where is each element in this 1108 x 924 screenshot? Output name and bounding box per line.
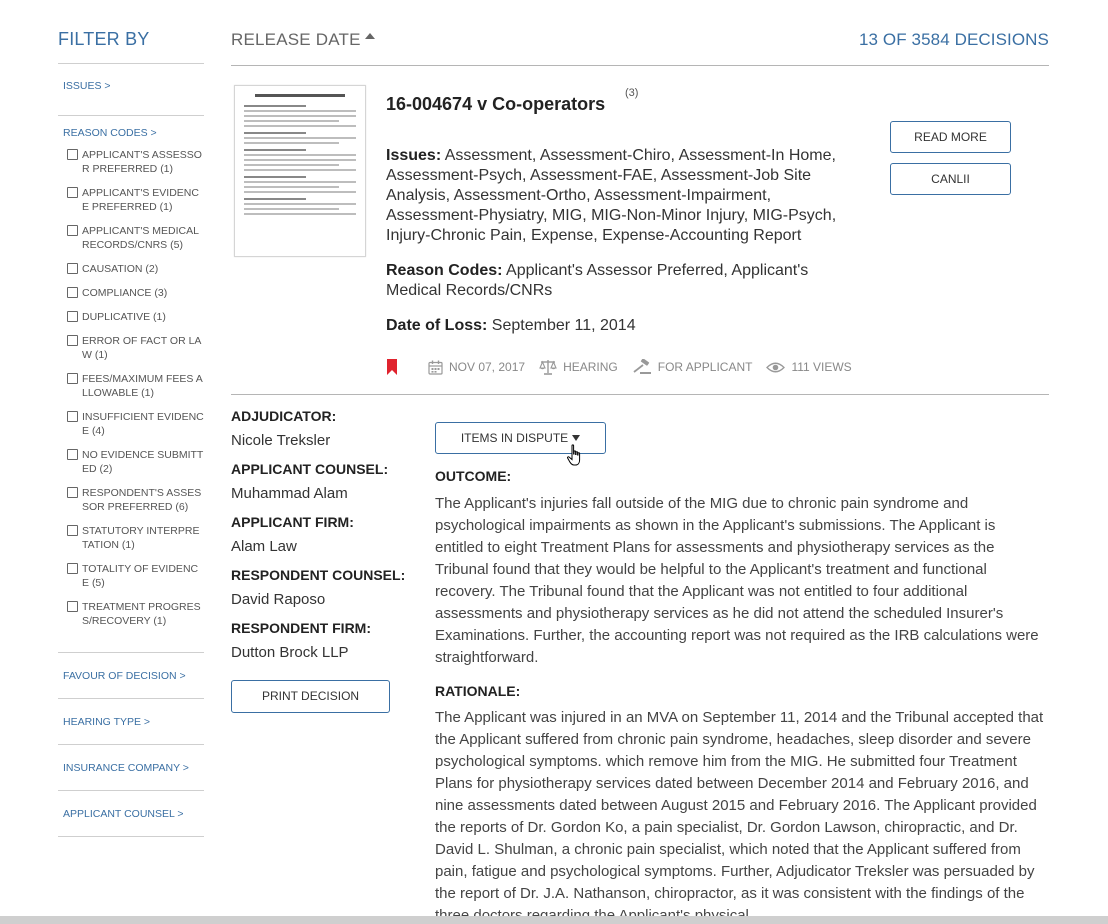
reason-code-text: RESPONDENT'S ASSESSOR PREFERRED <box>82 487 202 513</box>
reason-code-count: (1) <box>141 387 154 399</box>
sort-release-date[interactable] <box>231 30 375 50</box>
reason-code-checkbox[interactable] <box>67 149 78 160</box>
meta-views-text: 111 VIEWS <box>791 360 852 374</box>
issues-value: Assessment, Assessment-Chiro, Assessment-In Home, Assessment-Psych, Assessment-FAE, Assessment-Job Site Analysis, Assessment-Ortho, Assessment-Impairment, Assessment-Physiatry, MIG, MIG-Non-Minor Injury, MIG-Psych, Injury-Chronic Pain, Expense, Expense-Accounting Report <box>386 147 837 244</box>
date-of-loss-label: Date of Loss: <box>386 317 488 334</box>
reason-codes-list <box>58 148 204 628</box>
decision-thumbnail[interactable] <box>234 85 366 257</box>
rationale-heading: RATIONALE: <box>435 683 521 699</box>
reason-code-checkbox[interactable] <box>67 311 78 322</box>
adjudicator-value: Nicole Treksler <box>231 432 331 449</box>
decision-meta <box>386 357 866 377</box>
meta-favour-text: FOR APPLICANT <box>657 360 753 374</box>
issues-label: Issues: <box>386 147 442 164</box>
reason-code-count: (1) <box>153 311 166 323</box>
reason-code-text: APPLICANT'S ASSESSOR PREFERRED <box>82 149 202 175</box>
sort-label: RELEASE DATE <box>231 30 361 49</box>
reason-code-option[interactable] <box>58 448 204 476</box>
meta-favour <box>632 359 753 375</box>
reason-code-label <box>82 334 204 362</box>
outcome-heading: OUTCOME: <box>435 468 512 484</box>
filter-sidebar <box>58 28 204 837</box>
meta-views <box>766 360 851 374</box>
reason-code-count: (6) <box>175 501 189 513</box>
applicant-counsel-section <box>58 791 204 837</box>
reason-code-option[interactable] <box>58 262 204 276</box>
respondent-counsel-label: RESPONDENT COUNSEL: <box>231 567 406 583</box>
date-of-loss-value: September 11, 2014 <box>491 317 636 334</box>
reason-code-text: INSUFFICIENT EVIDENCE <box>82 411 204 437</box>
decision-superscript: (3) <box>625 87 639 99</box>
favour-of-decision-filter-link[interactable]: FAVOUR OF DECISION > <box>63 670 186 682</box>
reason-code-text: TOTALITY OF EVIDENCE <box>82 563 199 589</box>
reason-code-text: APPLICANT'S EVIDENCE PREFERRED <box>82 187 199 213</box>
reason-code-checkbox[interactable] <box>67 411 78 422</box>
decision-reason-codes <box>386 261 856 301</box>
reason-code-option[interactable] <box>58 486 204 514</box>
reason-code-label <box>82 372 204 400</box>
reason-code-count: (3) <box>154 287 168 299</box>
applicant-firm-label: APPLICANT FIRM: <box>231 514 354 530</box>
reason-code-label <box>82 148 204 176</box>
print-decision-button[interactable]: PRINT DECISION <box>231 680 390 713</box>
reason-code-text: NO EVIDENCE SUBMITTED <box>82 449 204 475</box>
read-more-button[interactable]: READ MORE <box>890 121 1011 153</box>
reason-code-checkbox[interactable] <box>67 563 78 574</box>
reason-code-count: (1) <box>159 201 173 213</box>
reason-code-count: (4) <box>91 425 105 437</box>
reason-code-checkbox[interactable] <box>67 187 78 198</box>
meta-date <box>428 360 525 375</box>
reason-code-text: COMPLIANCE <box>82 287 152 299</box>
reason-code-option[interactable] <box>58 410 204 438</box>
reason-code-count: (1) <box>153 615 167 627</box>
reason-code-checkbox[interactable] <box>67 601 78 612</box>
decision-date-of-loss <box>386 316 856 336</box>
reason-code-text: TREATMENT PROGRESS/RECOVERY <box>82 601 201 627</box>
reason-code-label <box>82 600 204 628</box>
reason-code-option[interactable] <box>58 600 204 628</box>
meta-date-text: NOV 07, 2017 <box>449 360 526 374</box>
applicant-counsel-filter-link[interactable]: APPLICANT COUNSEL > <box>63 808 184 820</box>
horizontal-scrollbar[interactable] <box>0 916 1108 924</box>
reason-code-label <box>82 186 204 214</box>
reason-code-checkbox[interactable] <box>67 225 78 236</box>
reason-code-checkbox[interactable] <box>67 525 78 536</box>
reason-code-label <box>82 486 204 514</box>
reason-code-count: (1) <box>160 163 174 175</box>
decision-issues <box>386 146 856 246</box>
calendar-icon <box>428 360 443 375</box>
results-header <box>231 28 1049 66</box>
applicant-firm-value: Alam Law <box>231 538 297 555</box>
reason-code-count: (2) <box>99 463 113 475</box>
reason-code-count: (5) <box>170 239 183 251</box>
meta-type-text: HEARING <box>563 360 618 374</box>
bookmark-icon[interactable] <box>386 359 404 375</box>
adjudicator-label: ADJUDICATOR: <box>231 408 337 424</box>
reason-code-option[interactable] <box>58 286 204 300</box>
eye-icon <box>766 361 785 374</box>
results-count: 13 OF 3584 DECISIONS <box>858 30 1049 49</box>
respondent-firm-value: Dutton Brock LLP <box>231 644 349 661</box>
reason-code-option[interactable] <box>58 524 204 552</box>
reason-code-checkbox[interactable] <box>67 287 78 298</box>
reason-codes-value: Applicant's Assessor Preferred, Applicant's Medical Records/CNRs <box>386 262 809 299</box>
reason-code-checkbox[interactable] <box>67 335 78 346</box>
reason-code-checkbox[interactable] <box>67 373 78 384</box>
issues-section <box>58 64 204 116</box>
reason-code-text: CAUSATION <box>82 263 143 275</box>
canlii-button[interactable]: CANLII <box>890 163 1011 195</box>
reason-code-label <box>82 410 204 438</box>
meta-type <box>539 359 618 375</box>
rationale-text: The Applicant was injured in an MVA on September 11, 2014 and the Tribunal accepted that the Applicant suffered from chronic pain syndrome, headaches, sleep disorder and severe psychological symptoms. which remove him from the MIG. He submitted four Treatment Plans for physiotherapy services dated between December 2014 and February 2016, and nine assessments dated between August 2015 and February 2016. The Applicant provided the reports of Dr. Gordon Ko, a pain specialist, Dr. Gordon Lawson, chiropractic, and Dr. David L. Shulman, a chronic pain specialist, which noted that the Applicant suffered from pain, fatigue and psychological symptoms. Further, Adjudicator Treksler was persuaded by the report of Dr. J.A. Nathanson, chiropractor, as it was consistent with the findings of the <box>435 709 1044 902</box>
reason-code-checkbox[interactable] <box>67 487 78 498</box>
reason-code-label <box>82 224 204 252</box>
reason-code-count: (1) <box>94 349 108 361</box>
reason-codes-section <box>58 116 204 653</box>
hearing-type-filter-link[interactable]: HEARING TYPE > <box>63 716 151 728</box>
outcome-text: The Applicant's injuries fall outside of the MIG due to chronic pain syndrome and psychological impairments as shown in the Applicant's submissions. The Applicant is entitled to eight Treatment Plans for assessments and physiotherapy services as the Tribunal found that they would be helpful to the Applicant's treatment and functional recovery. The Tribunal found that the Applicant was not entitled to four additional assessments and physiotherapy services as he did not attend the scheduled Insurer's Examinations. Further, the accounting report was not required as the IRB calculations were straightforward. <box>435 495 1039 666</box>
items-in-dispute-label: ITEMS IN DISPUTE <box>460 431 569 445</box>
reason-code-text: FEES/MAXIMUM FEES ALLOWABLE <box>82 373 203 399</box>
favour-section <box>58 653 204 699</box>
reason-code-label <box>82 262 204 276</box>
reason-code-option[interactable] <box>58 224 204 252</box>
caret-down-icon <box>572 435 580 441</box>
reason-code-text: APPLICANT'S MEDICAL RECORDS/CNRS <box>82 225 199 251</box>
reason-code-checkbox[interactable] <box>67 449 78 460</box>
reason-code-text: STATUTORY INTERPRETATION <box>82 525 200 551</box>
decision-title[interactable]: 16-004674 v Co-operators <box>386 94 606 114</box>
applicant-counsel-label: APPLICANT COUNSEL: <box>231 461 389 477</box>
reason-code-text: ERROR OF FACT OR LAW <box>82 335 202 361</box>
respondent-firm-label: RESPONDENT FIRM: <box>231 620 371 636</box>
reason-code-label <box>82 448 204 476</box>
filter-title: FILTER BY <box>58 28 204 64</box>
pointer-cursor-icon <box>567 444 585 468</box>
insurance-company-filter-link[interactable]: INSURANCE COMPANY > <box>63 762 189 774</box>
reason-code-label <box>82 310 204 324</box>
reason-code-text: DUPLICATIVE <box>82 311 151 323</box>
reason-codes-filter-link[interactable]: REASON CODES > <box>63 127 157 139</box>
hearing-type-section <box>58 699 204 745</box>
reason-code-count: (1) <box>121 539 135 551</box>
card-divider <box>231 394 1049 395</box>
reason-code-option[interactable] <box>58 148 204 176</box>
gavel-icon <box>632 359 652 375</box>
insurance-company-section <box>58 745 204 791</box>
thumbnail-heading <box>255 94 345 97</box>
reason-code-option[interactable] <box>58 310 204 324</box>
caret-up-icon <box>365 33 375 39</box>
issues-filter-link[interactable]: ISSUES > <box>63 80 111 92</box>
reason-code-option[interactable] <box>58 334 204 362</box>
applicant-counsel-value: Muhammad Alam <box>231 485 348 502</box>
reason-code-checkbox[interactable] <box>67 263 78 274</box>
reason-codes-label: Reason Codes: <box>386 262 503 279</box>
reason-code-count: (5) <box>91 577 105 589</box>
reason-code-option[interactable] <box>58 186 204 214</box>
reason-code-label <box>82 524 204 552</box>
reason-code-label <box>82 286 204 300</box>
reason-code-option[interactable] <box>58 372 204 400</box>
respondent-counsel-value: David Raposo <box>231 591 326 608</box>
reason-code-count: (2) <box>145 263 159 275</box>
reason-code-label <box>82 562 204 590</box>
scale-icon <box>539 359 557 375</box>
reason-code-option[interactable] <box>58 562 204 590</box>
